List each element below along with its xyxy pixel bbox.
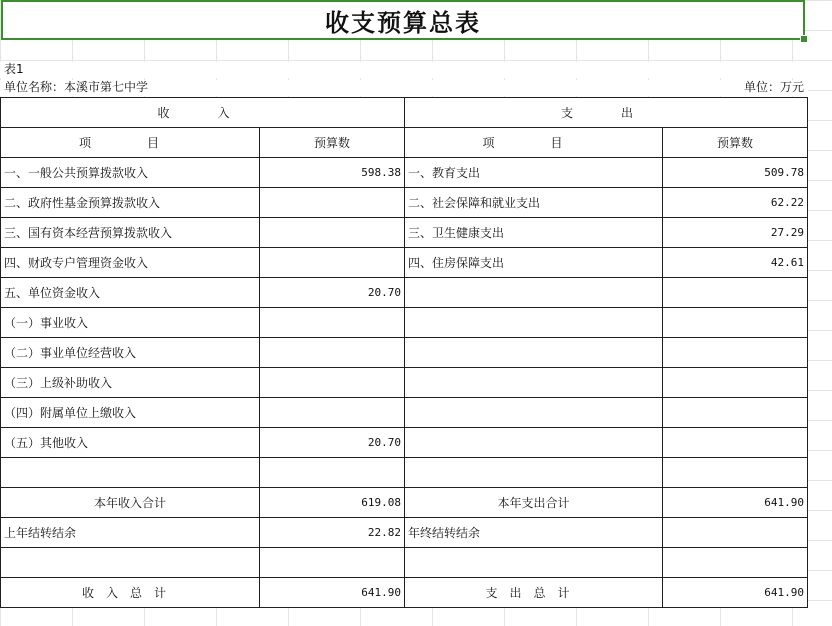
expense-value-cell[interactable]: 27.29 — [663, 218, 808, 248]
expense-value-cell[interactable]: 42.61 — [663, 248, 808, 278]
carryover-row — [1, 518, 808, 548]
expense-item-cell[interactable]: 三、卫生健康支出 — [405, 218, 663, 248]
income-item-cell[interactable]: （三）上级补助收入 — [1, 368, 260, 398]
expense-value-cell[interactable] — [663, 428, 808, 458]
expense-item-header[interactable]: 项 目 — [405, 128, 663, 158]
income-item-cell[interactable]: 三、国有资本经营预算拨款收入 — [1, 218, 260, 248]
expense-item-cell[interactable] — [405, 338, 663, 368]
table-row — [1, 548, 808, 578]
table-row — [1, 398, 808, 428]
expense-value-cell[interactable]: 62.22 — [663, 188, 808, 218]
expense-subtotal-value[interactable]: 641.90 — [663, 488, 808, 518]
table-row — [1, 368, 808, 398]
table-row — [1, 158, 808, 188]
expense-value-cell[interactable] — [663, 398, 808, 428]
income-value-cell[interactable] — [260, 458, 405, 488]
table-number-label: 表1 — [4, 62, 24, 76]
income-value-cell[interactable] — [260, 248, 405, 278]
unit-info-row — [0, 80, 808, 96]
empty-cell[interactable] — [1, 548, 260, 578]
income-item-cell[interactable]: （四）附属单位上缴收入 — [1, 398, 260, 428]
empty-cell[interactable] — [405, 548, 663, 578]
section-header-row — [1, 98, 808, 128]
income-item-cell[interactable]: 二、政府性基金预算拨款收入 — [1, 188, 260, 218]
expense-value-cell[interactable] — [663, 368, 808, 398]
income-value-cell[interactable] — [260, 308, 405, 338]
income-item-header[interactable]: 项 目 — [1, 128, 260, 158]
income-total-label[interactable]: 收入总计 — [1, 578, 260, 608]
income-value-cell[interactable] — [260, 368, 405, 398]
expense-item-cell[interactable] — [405, 368, 663, 398]
table-row — [1, 278, 808, 308]
selection-fill-handle[interactable] — [800, 35, 808, 43]
expense-section-header[interactable]: 支 出 — [405, 98, 808, 128]
income-value-cell[interactable] — [260, 338, 405, 368]
expense-value-cell[interactable]: 509.78 — [663, 158, 808, 188]
expense-carryover-value[interactable] — [663, 518, 808, 548]
expense-item-cell[interactable] — [405, 458, 663, 488]
expense-item-cell[interactable] — [405, 428, 663, 458]
expense-total-label[interactable]: 支出总计 — [405, 578, 663, 608]
currency-unit-label: 单位：万元 — [743, 80, 804, 94]
expense-total-value[interactable]: 641.90 — [663, 578, 808, 608]
income-section-header[interactable]: 收 入 — [1, 98, 405, 128]
income-item-cell[interactable]: 一、一般公共预算拨款收入 — [1, 158, 260, 188]
table-row — [1, 308, 808, 338]
table-number — [0, 62, 808, 78]
income-item-cell[interactable]: 四、财政专户管理资金收入 — [1, 248, 260, 278]
income-value-cell[interactable]: 598.38 — [260, 158, 405, 188]
expense-item-cell[interactable]: 二、社会保障和就业支出 — [405, 188, 663, 218]
expense-item-cell[interactable]: 一、教育支出 — [405, 158, 663, 188]
grand-total-row — [1, 578, 808, 608]
expense-value-cell[interactable] — [663, 278, 808, 308]
budget-table — [0, 97, 808, 608]
table-row — [1, 338, 808, 368]
income-budget-header[interactable]: 预算数 — [260, 128, 405, 158]
income-value-cell[interactable]: 20.70 — [260, 428, 405, 458]
empty-cell[interactable] — [663, 548, 808, 578]
table-row — [1, 248, 808, 278]
income-item-cell[interactable]: （一）事业收入 — [1, 308, 260, 338]
table-row — [1, 458, 808, 488]
expense-subtotal-label[interactable]: 本年支出合计 — [405, 488, 663, 518]
column-header-row — [1, 128, 808, 158]
table-row — [1, 188, 808, 218]
income-total-value[interactable]: 641.90 — [260, 578, 405, 608]
page-title: 收支预算总表 — [325, 7, 481, 37]
income-value-cell[interactable] — [260, 398, 405, 428]
subtotal-row — [1, 488, 808, 518]
expense-item-cell[interactable] — [405, 398, 663, 428]
title-cell[interactable] — [1, 0, 805, 40]
income-carryover-value[interactable]: 22.82 — [260, 518, 405, 548]
income-item-cell[interactable]: （二）事业单位经营收入 — [1, 338, 260, 368]
expense-value-cell[interactable] — [663, 338, 808, 368]
expense-carryover-label[interactable]: 年终结转结余 — [405, 518, 663, 548]
income-value-cell[interactable] — [260, 188, 405, 218]
unit-name-label: 单位名称：本溪市第七中学 — [4, 80, 149, 94]
income-item-cell[interactable]: 五、单位资金收入 — [1, 278, 260, 308]
expense-value-cell[interactable] — [663, 308, 808, 338]
income-item-cell[interactable]: （五）其他收入 — [1, 428, 260, 458]
income-value-cell[interactable]: 20.70 — [260, 278, 405, 308]
income-item-cell[interactable] — [1, 458, 260, 488]
table-row — [1, 428, 808, 458]
expense-budget-header[interactable]: 预算数 — [663, 128, 808, 158]
income-carryover-label[interactable]: 上年结转结余 — [1, 518, 260, 548]
empty-cell[interactable] — [260, 548, 405, 578]
income-subtotal-value[interactable]: 619.08 — [260, 488, 405, 518]
expense-item-cell[interactable]: 四、住房保障支出 — [405, 248, 663, 278]
table-row — [1, 218, 808, 248]
expense-item-cell[interactable] — [405, 308, 663, 338]
expense-item-cell[interactable] — [405, 278, 663, 308]
expense-value-cell[interactable] — [663, 458, 808, 488]
income-subtotal-label[interactable]: 本年收入合计 — [1, 488, 260, 518]
income-value-cell[interactable] — [260, 218, 405, 248]
